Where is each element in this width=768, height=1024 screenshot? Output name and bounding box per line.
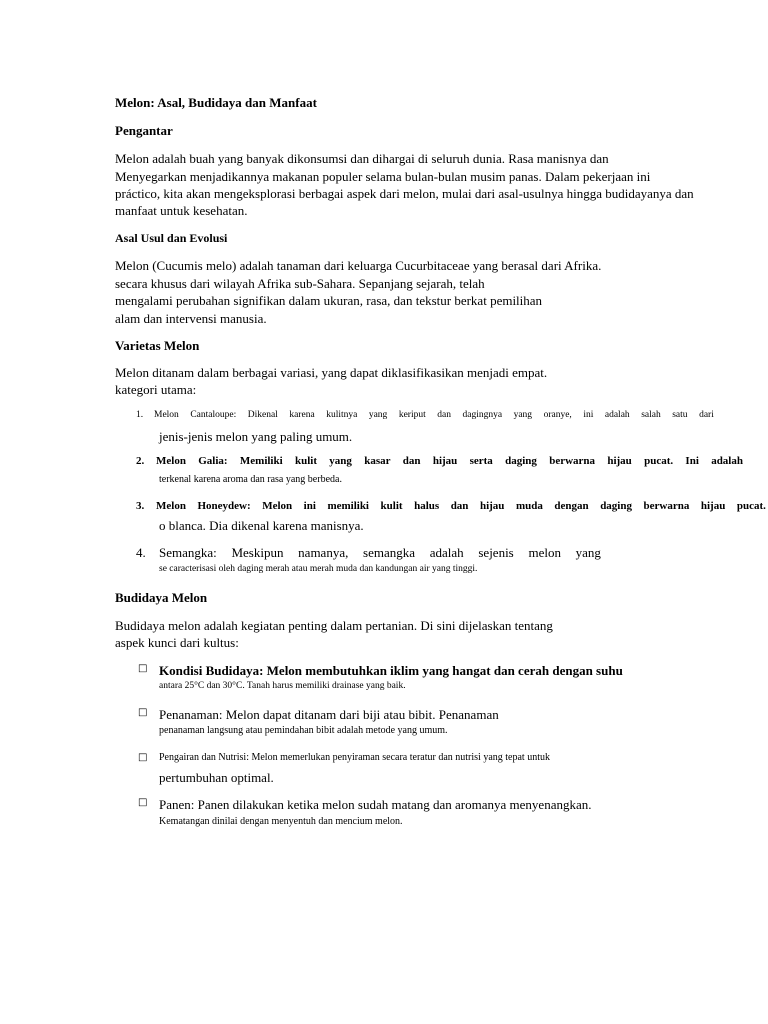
variety-word: yang <box>368 410 388 420</box>
variety-word: kulit <box>380 500 403 512</box>
variety-word: Melon <box>156 500 186 512</box>
intro-heading: Pengantar <box>115 123 173 138</box>
variety-word: satu <box>672 410 688 420</box>
variety-word: Melon <box>262 500 293 512</box>
variety-word: kulit <box>294 455 317 467</box>
checkbox-bullet-icon: □ <box>138 752 148 763</box>
variety-word: adalah <box>429 545 464 560</box>
intro-line: manfaat untuk kesehatan. <box>115 203 248 218</box>
cultivation-bullet-line: Penanaman: Melon dapat ditanam dari biji atau bibit. Penanaman <box>159 707 499 722</box>
variety-word: kasar <box>364 455 391 467</box>
variety-word: Memiliki <box>239 455 283 467</box>
variety-item-continuation: terkenal karena aroma dan rasa yang berbeda. <box>159 474 342 485</box>
variety-word: oranye, <box>543 410 572 420</box>
variety-word: melon <box>528 545 561 560</box>
checkbox-bullet-icon: □ <box>138 663 148 674</box>
variety-word: daging <box>600 500 632 512</box>
variety-word: adalah <box>604 410 630 420</box>
variety-word: ini <box>303 500 316 512</box>
intro-line: Melon adalah buah yang banyak dikonsumsi dan dihargai di seluruh dunia. Rasa manisnya dan <box>115 151 609 166</box>
variety-item-continuation: jenis-jenis melon yang paling umum. <box>159 429 353 444</box>
list-number: 3. <box>136 500 145 512</box>
variety-word: yang <box>575 545 601 560</box>
cultivation-heading: Budidaya Melon <box>115 590 208 605</box>
document-title: Melon: Asal, Budidaya dan Manfaat <box>115 95 317 110</box>
variety-word: dari <box>699 410 714 420</box>
varieties-heading: Varietas Melon <box>115 338 200 353</box>
cultivation-bullet-line: Pengairan dan Nutrisi: Melon memerlukan penyiraman secara teratur dan nutrisi yang tepat untuk <box>159 752 550 763</box>
variety-word: adalah <box>711 455 743 467</box>
variety-word: pucat. <box>736 500 766 512</box>
cultivation-bullet-line: Kondisi Budidaya: Melon membutuhkan iklim yang hangat dan cerah dengan suhu <box>159 663 623 678</box>
variety-word: pucat. <box>644 455 674 467</box>
variety-word: ini <box>583 410 594 420</box>
cultivation-bullet-continuation: pertumbuhan optimal. <box>159 770 274 785</box>
variety-word: namanya, <box>298 545 349 560</box>
variety-item-line <box>154 411 714 421</box>
intro-line: Menyegarkan menjadikannya makanan populer selama bulan-bulan musim panas. Dalam pekerjaan ini <box>115 169 651 184</box>
checkbox-bullet-icon: □ <box>138 797 148 808</box>
variety-word: Melon <box>156 455 186 467</box>
variety-word: halus <box>414 500 440 512</box>
variety-word: Honeydew: <box>197 500 251 512</box>
variety-word: Melon <box>154 410 179 420</box>
variety-word: Semangka: <box>159 545 217 560</box>
origin-heading: Asal Usul dan Evolusi <box>115 231 228 245</box>
list-number: 1. <box>136 410 144 420</box>
origin-line: mengalami perubahan signifikan dalam ukuran, rasa, dan tekstur berkat pemilihan <box>115 293 543 308</box>
variety-word: serta <box>469 455 493 467</box>
cultivation-line: aspek kunci dari kultus: <box>115 635 239 650</box>
variety-word: Dikenal <box>247 410 278 420</box>
variety-word: dan <box>402 455 421 467</box>
variety-word: hijau <box>479 500 505 512</box>
variety-word: dengan <box>554 500 589 512</box>
variety-word: kulitnya <box>326 410 358 420</box>
variety-word: yang <box>513 410 533 420</box>
variety-item-line <box>156 501 766 512</box>
variety-item-continuation: o blanca. Dia dikenal karena manisnya. <box>159 518 364 533</box>
checkbox-bullet-icon: □ <box>138 707 148 718</box>
variety-word: hijau <box>607 455 632 467</box>
variety-word: keriput <box>398 410 426 420</box>
varieties-line: kategori utama: <box>115 382 197 397</box>
variety-word: hijau <box>432 455 458 467</box>
cultivation-bullet-continuation: penanaman langsung atau pemindahan bibit adalah metode yang umum. <box>159 725 448 736</box>
variety-word: Galia: <box>198 455 228 467</box>
variety-word: hijau <box>700 500 726 512</box>
variety-word: karena <box>289 410 315 420</box>
variety-word: yang <box>329 455 352 467</box>
origin-line: alam dan intervensi manusia. <box>115 311 267 326</box>
variety-word: dagingnya <box>462 410 503 420</box>
variety-word: dan <box>450 500 469 512</box>
variety-word: sejenis <box>478 545 514 560</box>
variety-word: Cantaloupe: <box>190 410 237 420</box>
variety-word: memiliki <box>327 500 369 512</box>
origin-line: secara khusus dari wilayah Afrika sub-Sahara. Sepanjang sejarah, telah <box>115 276 485 291</box>
cultivation-bullet-continuation: Kematangan dinilai dengan menyentuh dan mencium melon. <box>159 816 403 827</box>
variety-item-continuation: se caracterisasi oleh daging merah atau merah muda dan kandungan air yang tinggi. <box>159 564 478 574</box>
variety-word: daging <box>505 455 537 467</box>
varieties-line: Melon ditanam dalam berbagai variasi, yang dapat diklasifikasikan menjadi empat. <box>115 365 548 380</box>
variety-item-line <box>156 456 743 467</box>
list-number: 2. <box>136 455 145 467</box>
variety-word: semangka <box>363 545 416 560</box>
cultivation-line: Budidaya melon adalah kegiatan penting dalam pertanian. Di sini dijelaskan tentang <box>115 618 553 633</box>
variety-item-line <box>159 546 601 559</box>
list-number: 4. <box>136 545 146 560</box>
cultivation-bullet-line: Panen: Panen dilakukan ketika melon sudah matang dan aromanya menyenangkan. <box>159 797 592 812</box>
cultivation-bullet-continuation: antara 25°C dan 30°C. Tanah harus memiliki drainase yang baik. <box>159 681 406 691</box>
origin-line: Melon (Cucumis melo) adalah tanaman dari keluarga Cucurbitaceae yang berasal dari Afrika. <box>115 258 602 273</box>
variety-word: Meskipun <box>231 545 284 560</box>
variety-word: Ini <box>685 455 699 467</box>
variety-word: berwarna <box>643 500 690 512</box>
variety-word: berwarna <box>549 455 596 467</box>
variety-word: salah <box>641 410 661 420</box>
variety-word: muda <box>515 500 543 512</box>
intro-line: práctico, kita akan mengeksplorasi berbagai aspek dari melon, mulai dari asal-usulnya hingga budidayanya dan <box>115 186 694 201</box>
variety-word: dan <box>437 410 451 420</box>
